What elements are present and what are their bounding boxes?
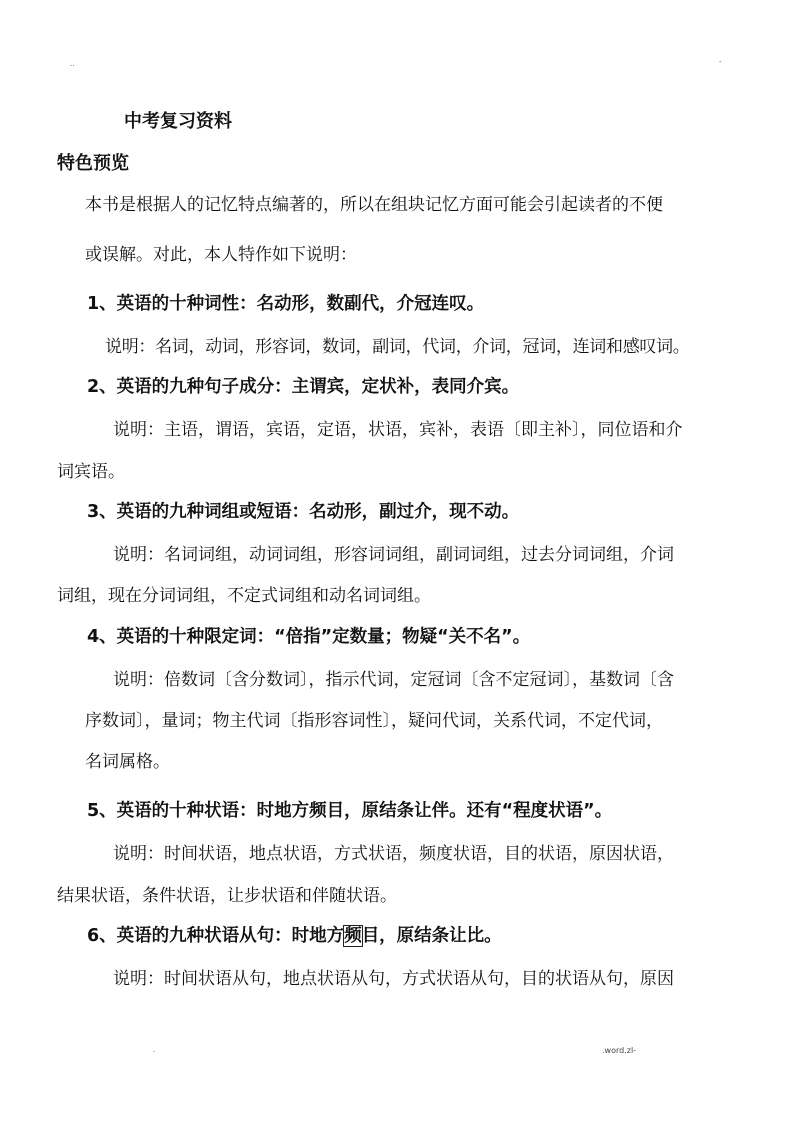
- document-title: 中考复习资料: [124, 111, 232, 132]
- item-6-heading-pre: 6、英语的九种状语从句：时地方: [87, 926, 345, 946]
- intro-line-2: 或误解。对此，本人特作如下说明：: [85, 245, 357, 265]
- item-2-line-1: 说明：主语，谓语，宾语，定语，状语，宾补，表语〔即主补〕，同位语和介: [113, 420, 683, 440]
- item-2-heading: 2、英语的九种句子成分：主谓宾，定状补，表同介宾。: [87, 377, 520, 397]
- item-3-heading: 3、英语的九种词组或短语：名动形，副过介，现不动。: [87, 502, 520, 522]
- footer-right-mark: .word.zl-: [602, 1046, 637, 1055]
- item-1-line-1: 说明：名词，动词，形容词，数词，副词，代词，介词，冠词，连词和感叹词。: [105, 337, 690, 357]
- footer-left-mark: .: [153, 1046, 156, 1054]
- item-1-heading: 1、英语的十种词性：名动形，数副代，介冠连叹。: [87, 294, 485, 314]
- item-4-line-1: 说明：倍数词〔含分数词〕，指示代词，定冠词〔含不定冠词〕，基数词〔含: [113, 670, 674, 690]
- item-6-heading-post: 目，原结条让比。: [361, 926, 502, 946]
- item-6-line-1: 说明：时间状语从句，地点状语从句，方式状语从句，目的状语从句，原因: [113, 969, 674, 989]
- item-2-line-2: 词宾语。: [57, 462, 125, 482]
- item-5-line-1: 说明：时间状语，地点状语，方式状语，频度状语，目的状语，原因状语，: [113, 844, 674, 864]
- item-4-line-3: 名词属格。: [85, 752, 170, 772]
- intro-line-1: 本书是根据人的记忆特点编著的，所以在组块记忆方面可能会引起读者的不便: [85, 195, 663, 215]
- item-6-heading: [87, 922, 502, 947]
- header-left-mark: ..: [70, 60, 75, 68]
- item-4-heading: 4、英语的十种限定词：“倍指”定数量；物疑“关不名”。: [87, 627, 531, 647]
- header-right-mark: -: [719, 58, 722, 66]
- item-5-heading: 5、英语的十种状语：时地方频目，原结条让伴。还有“程度状语”。: [87, 801, 613, 821]
- item-3-line-1: 说明：名词词组，动词词组，形容词词组，副词词组，过去分词词组，介词: [113, 545, 674, 565]
- section-heading: 特色预览: [57, 153, 129, 174]
- item-5-line-2: 结果状语，条件状语，让步状语和伴随状语。: [57, 886, 397, 906]
- item-4-line-2: 序数词〕，量词；物主代词〔指形容词性〕，疑问代词，关系代词，不定代词，: [85, 711, 663, 731]
- item-6-heading-boxed-char: 频: [344, 926, 362, 946]
- item-3-line-2: 词组，现在分词词组，不定式词组和动名词词组。: [57, 586, 431, 606]
